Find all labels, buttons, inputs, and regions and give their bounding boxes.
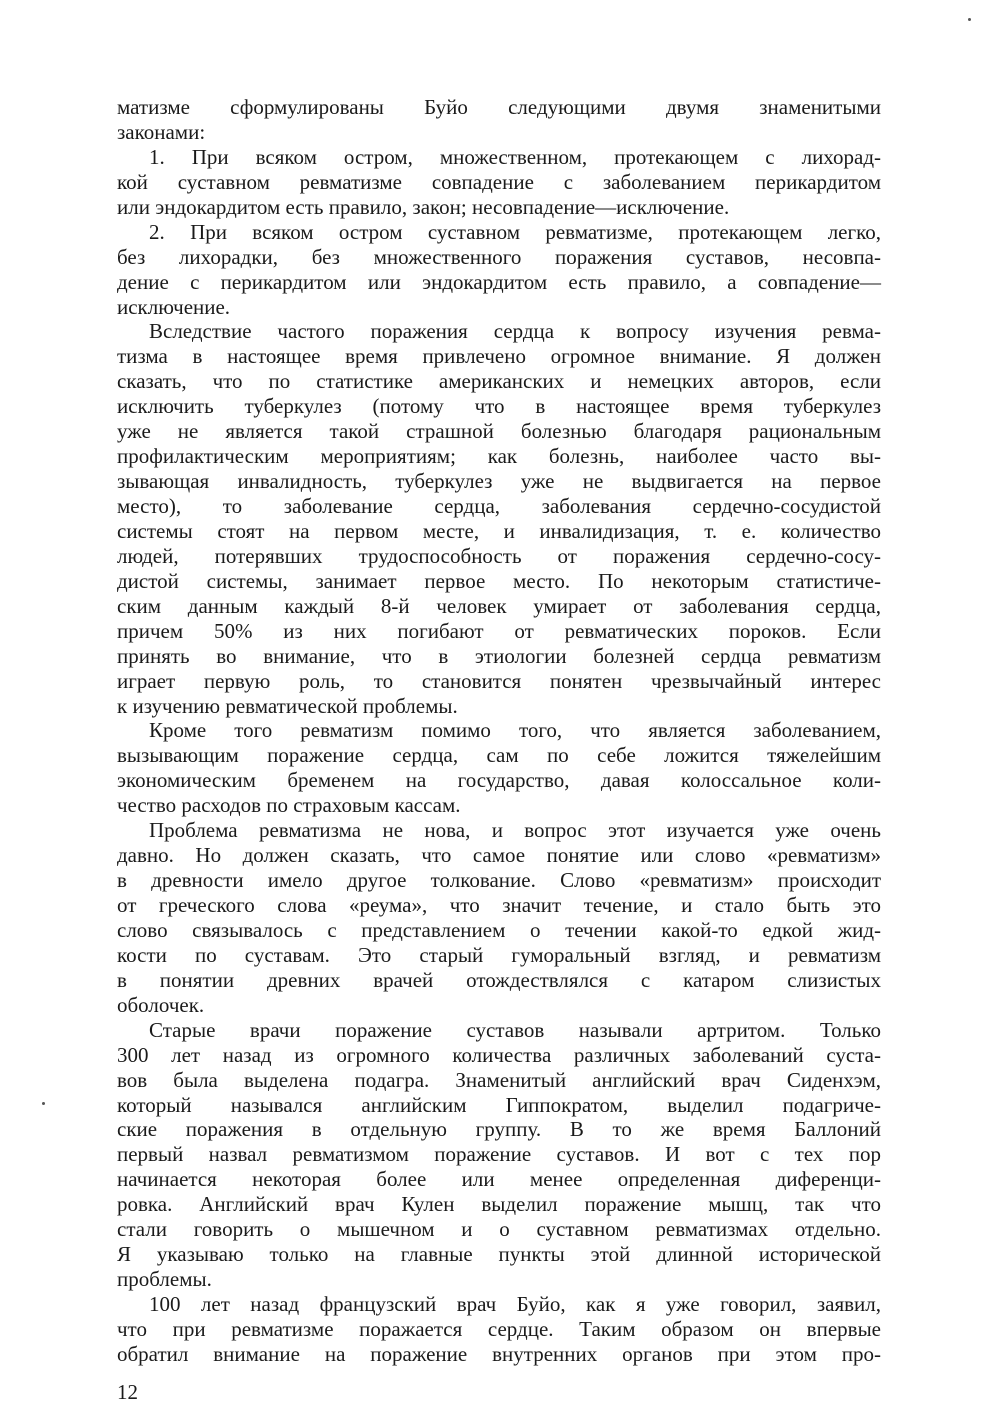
text-line: кости по суставам. Это старый гуморальный взгляд, и ревматизм [117,942,881,967]
text-line: исключить туберкулез (потому что в настоящее время туберкулез [117,394,881,419]
text-line: принять во внимание, что в этиологии болезней сердца ревматизм [117,643,881,668]
text-line: кой суставном ревматизме совпадение с заболеванием перикардитом [117,169,881,194]
text-line: обратил внимание на поражение внутренних органов при этом про- [117,1341,881,1366]
text-line: что при ревматизме поражается сердце. Таким образом он впервые [117,1316,881,1341]
text-line: вов была выделена подагра. Знаменитый английский врач Сиденхэм, [117,1067,881,1092]
paragraph [117,1018,881,1292]
text-line: проблемы. [117,1267,212,1292]
text-line: экономическим бременем на государство, давая колоссальное коли- [117,768,881,793]
text-line: вызывающим поражение сердца, сам по себе ложится тяжелейшим [117,743,881,768]
page-body [117,95,881,1367]
text-line: слово связывалось с представлением о течении какой-то едкой жид- [117,917,881,942]
scan-speck [968,18,971,21]
text-line: Старые врачи поражение суставов называли артритом. Только [149,1017,881,1042]
text-line: 100 лет назад французский врач Буйо, как я уже говорил, заявил, [149,1292,881,1316]
text-line: уже не является такой страшной болезнью благодаря рациональным [117,419,881,444]
text-line: или эндокардитом есть правило, закон; несовпадение—исключение. [117,194,730,219]
text-line: давно. Но должен сказать, что самое понятие или слово «ревматизм» [117,843,881,868]
text-line: причем 50% из них погибают от ревматических пороков. Если [117,618,881,643]
paragraph [117,1292,881,1367]
text-line: 300 лет назад из огромного количества различных заболеваний суста- [117,1042,881,1067]
text-line: который назывался английским Гиппократом, выделил подагриче- [117,1092,881,1117]
text-line: стали говорить о мышечном и о суставном ревматизмах отдельно. [117,1217,881,1242]
text-line: без лихорадки, без множественного поражения суставов, несовпа- [117,244,881,269]
text-line: системы стоят на первом месте, и инвалидизация, т. е. количество [117,518,881,543]
text-line: к изучению ревматической проблемы. [117,693,458,718]
scan-speck [42,1102,45,1105]
text-line: сказать, что по статистике американских и немецких авторов, если [117,369,881,394]
text-line: от греческого слова «реума», что значит течение, и стало быть это [117,893,881,917]
text-line: ским данным каждый 8-й человек умирает от заболевания сердца, [117,593,881,618]
text-line: законами: [117,119,206,144]
text-line: в древности имело другое толкование. Слово «ревматизм» происходит [117,868,881,893]
paragraph [117,718,881,818]
text-line: чество расходов по страховым кассам. [117,793,461,818]
text-line: Вследствие частого поражения сердца к вопросу изучения ревма- [149,319,881,344]
text-line: ские поражения в отдельную группу. В то же время Баллоний [117,1117,881,1142]
text-line: в понятии древних врачей отождествлялся с катаром слизистых [117,967,881,992]
text-line: матизме сформулированы Буйо следующими двумя знаменитыми [117,95,881,119]
text-line: первый назвал ревматизмом поражение суставов. И вот с тех пор [117,1142,881,1167]
text-line: тизма в настоящее время привлечено огромное внимание. Я должен [117,344,881,369]
text-line: Проблема ревматизма не нова, и вопрос этот изучается уже очень [149,818,881,843]
text-line: 2. При всяком остром суставном ревматизме, протекающем легко, [149,219,881,244]
page-number: 12 [117,1380,138,1404]
text-line: место), то заболевание сердца, заболевания сердечно-сосудистой [117,494,881,518]
text-line: играет первую роль, то становится понятен чрезвычайный интерес [117,668,881,693]
text-line: оболочек. [117,992,205,1017]
text-line: ровка. Английский врач Кулен выделил поражение мышц, так что [117,1192,881,1217]
paragraph [117,145,881,220]
text-line: исключение. [117,294,231,319]
text-line: профилактическим мероприятиям; как болезнь, наиболее часто вы- [117,444,881,469]
paragraph [117,220,881,320]
paragraph [117,95,881,145]
text-line: Кроме того ревматизм помимо того, что является заболеванием, [149,718,881,743]
text-line: начинается некоторая более или менее определенная диференци- [117,1167,881,1192]
paragraph [117,818,881,1018]
paragraph [117,319,881,718]
text-line: людей, потерявших трудоспособность от поражения сердечно-сосу- [117,543,881,568]
text-line: Я указываю только на главные пункты этой длинной исторической [117,1242,881,1267]
text-line: дение с перикардитом или эндокардитом есть правило, а совпадение— [117,269,881,294]
text-line: дистой системы, занимает первое место. По некоторым статистиче- [117,568,881,593]
text-line: зывающая инвалидность, туберкулез уже не выдвигается на первое [117,469,881,494]
text-line: 1. При всяком остром, множественном, протекающем с лихорад- [149,144,881,169]
